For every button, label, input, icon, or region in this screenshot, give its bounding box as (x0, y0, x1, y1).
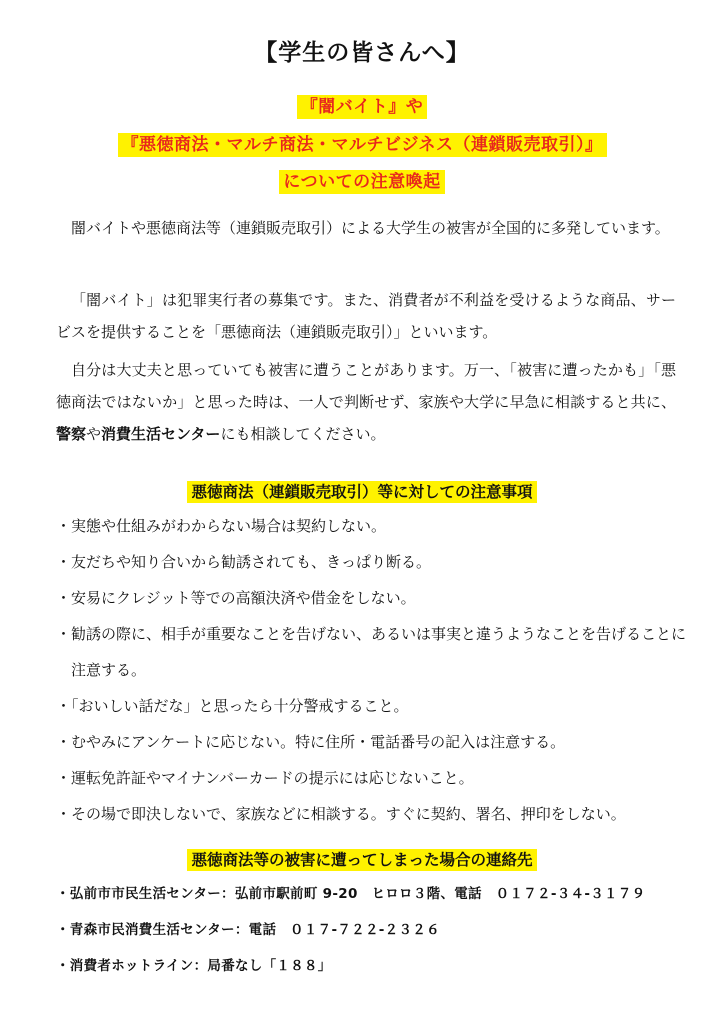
caution-item: ・その場で即決しないで、家族などに相談する。すぐに契約、署名、押印をしない。 (56, 805, 626, 823)
headline-highlight-2: 『悪徳商法・マルチ商法・マルチビジネス（連鎖販売取引）』 (118, 133, 607, 157)
contact-item-aomori: ・青森市民消費生活センター：電話 ０１７-７２２-２３２６ (56, 922, 440, 938)
contact-item-hotline: ・消費者ホットライン：局番なし「１８８」 (56, 958, 332, 974)
cautions-heading-text: 悪徳商法（連鎖販売取引）等に対しての注意事項 (187, 481, 536, 503)
caution-item: ・実態や仕組みがわからない場合は契約しない。 (56, 517, 387, 535)
headline-highlight-3: についての注意喚起 (279, 170, 444, 194)
page-title: 【学生の皆さんへ】 (254, 40, 470, 66)
caution-item: ・むやみにアンケートに応じない。特に住所・電話番号の記入は注意する。 (56, 733, 566, 751)
headline-line-1 (0, 92, 724, 117)
caution-item: ・友だちや知り合いから勧誘されても、きっぱり断る。 (56, 553, 432, 571)
caution-item: ・勧誘の際に、相手が重要なことを告げない、あるいは事実と違うようなことを告げることに注意する。 (56, 625, 687, 679)
intro-paragraph-3-end: にも相談してください。 (220, 425, 386, 443)
cautions-list (56, 508, 686, 832)
intro-paragraph-2: 「闇バイト」は犯罪実行者の募集です。また、消費者が不利益を受けるような商品、サービスを提供することを「悪徳商法（連鎖販売取引）」といいます。 (56, 291, 676, 341)
headline-line-3 (0, 167, 724, 192)
contacts-list (56, 876, 696, 984)
caution-item: ・運転免許証やマイナンバーカードの提示には応じないこと。 (56, 769, 474, 787)
headline-highlight-1: 『闇バイト』や (297, 95, 428, 119)
cautions-heading (0, 480, 724, 502)
contacts-heading (0, 848, 724, 870)
intro-paragraph-3 (56, 354, 676, 450)
contact-item-hirosaki: ・弘前市市民生活センター：弘前市駅前町 9-20 ヒロロ３階、電話 ０１７２-３４-３１７９ (56, 886, 646, 902)
intro-paragraph-1: 闇バイトや悪徳商法等（連鎖販売取引）による大学生の被害が全国的に多発しています。 (71, 219, 670, 237)
consumer-center-emphasis: 消費生活センター (101, 425, 221, 443)
police-emphasis: 警察 (56, 425, 87, 443)
intro-paragraph-3-connector: や (86, 425, 102, 443)
headline-line-2 (0, 130, 724, 155)
contacts-heading-text: 悪徳商法等の被害に遭ってしまった場合の連絡先 (187, 849, 536, 871)
caution-item: ・「おいしい話だな」と思ったら十分警戒すること。 (56, 697, 409, 715)
caution-item: ・安易にクレジット等での高額決済や借金をしない。 (56, 589, 416, 607)
intro-paragraph-3-text: 自分は大丈夫と思っていても被害に遭うことがあります。万一、「被害に遭ったかも」「悪徳商法ではないか」と思った時は、一人で判断せず、家族や大学に早急に相談すると共に、 (56, 361, 676, 411)
